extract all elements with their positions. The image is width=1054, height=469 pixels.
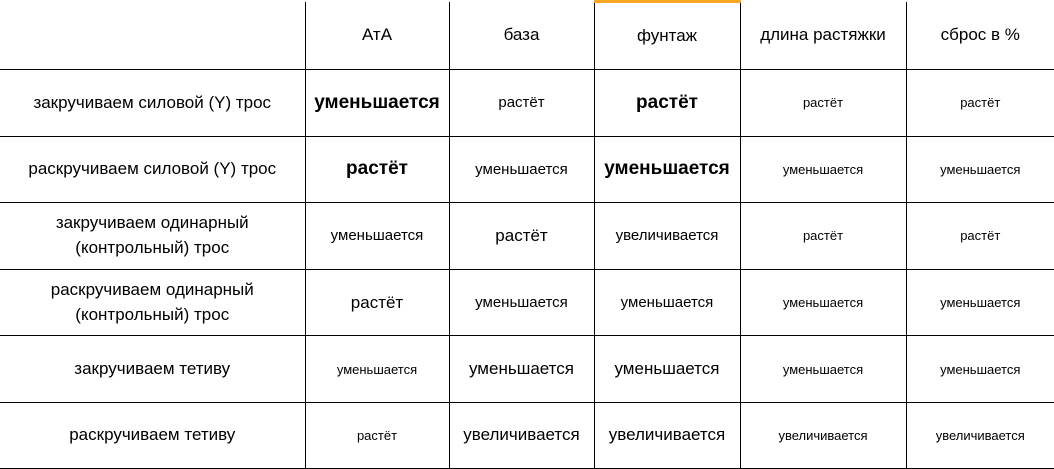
cell-ata[interactable]: уменьшается <box>305 202 449 269</box>
column-header-funtazh[interactable]: фунтаж <box>594 2 740 70</box>
column-header-ata[interactable]: АтА <box>305 2 449 70</box>
table-row <box>0 336 1054 402</box>
cell-funtazh[interactable]: уменьшается <box>594 336 740 402</box>
cell-ata[interactable]: растёт <box>305 136 449 202</box>
cell-letoff[interactable]: уменьшается <box>906 270 1054 336</box>
column-header-base[interactable]: база <box>449 2 594 70</box>
cell-stretch-length[interactable]: растёт <box>740 202 906 269</box>
row-label[interactable]: закручиваем одинарный (контрольный) трос <box>0 202 305 269</box>
cell-stretch-length[interactable]: уменьшается <box>740 336 906 402</box>
column-header-letoff[interactable]: сброс в % <box>906 2 1054 70</box>
header-row <box>0 2 1054 70</box>
row-label[interactable]: закручиваем силовой (Y) трос <box>0 70 305 136</box>
cell-funtazh[interactable]: увеличивается <box>594 202 740 269</box>
cell-funtazh[interactable]: уменьшается <box>594 270 740 336</box>
cell-base[interactable]: уменьшается <box>449 270 594 336</box>
table-row <box>0 70 1054 136</box>
cell-letoff[interactable]: уменьшается <box>906 336 1054 402</box>
row-label[interactable]: раскручиваем тетиву <box>0 402 305 468</box>
cell-base[interactable]: уменьшается <box>449 336 594 402</box>
cell-stretch-length[interactable]: увеличивается <box>740 402 906 468</box>
table-row <box>0 270 1054 336</box>
cell-base[interactable]: уменьшается <box>449 136 594 202</box>
cell-stretch-length[interactable]: уменьшается <box>740 136 906 202</box>
cell-ata[interactable]: растёт <box>305 270 449 336</box>
cell-ata[interactable]: растёт <box>305 402 449 468</box>
cell-letoff[interactable]: растёт <box>906 202 1054 269</box>
table-row <box>0 136 1054 202</box>
cell-stretch-length[interactable]: уменьшается <box>740 270 906 336</box>
cell-stretch-length[interactable]: растёт <box>740 70 906 136</box>
row-label[interactable]: закручиваем тетиву <box>0 336 305 402</box>
cell-funtazh[interactable]: уменьшается <box>594 136 740 202</box>
cell-letoff[interactable]: уменьшается <box>906 136 1054 202</box>
row-label[interactable]: раскручиваем одинарный (контрольный) трос <box>0 270 305 336</box>
cell-base[interactable]: растёт <box>449 202 594 269</box>
corner-cell <box>0 2 305 70</box>
cell-ata[interactable]: уменьшается <box>305 70 449 136</box>
table-body <box>0 2 1054 469</box>
cell-base[interactable]: растёт <box>449 70 594 136</box>
table-row <box>0 202 1054 269</box>
row-label[interactable]: раскручиваем силовой (Y) трос <box>0 136 305 202</box>
column-header-stretch-length[interactable]: длина растяжки <box>740 2 906 70</box>
cell-funtazh[interactable]: увеличивается <box>594 402 740 468</box>
cell-ata[interactable]: уменьшается <box>305 336 449 402</box>
cell-funtazh[interactable]: растёт <box>594 70 740 136</box>
table-row <box>0 402 1054 468</box>
cell-letoff[interactable]: увеличивается <box>906 402 1054 468</box>
cell-letoff[interactable]: растёт <box>906 70 1054 136</box>
cell-base[interactable]: увеличивается <box>449 402 594 468</box>
